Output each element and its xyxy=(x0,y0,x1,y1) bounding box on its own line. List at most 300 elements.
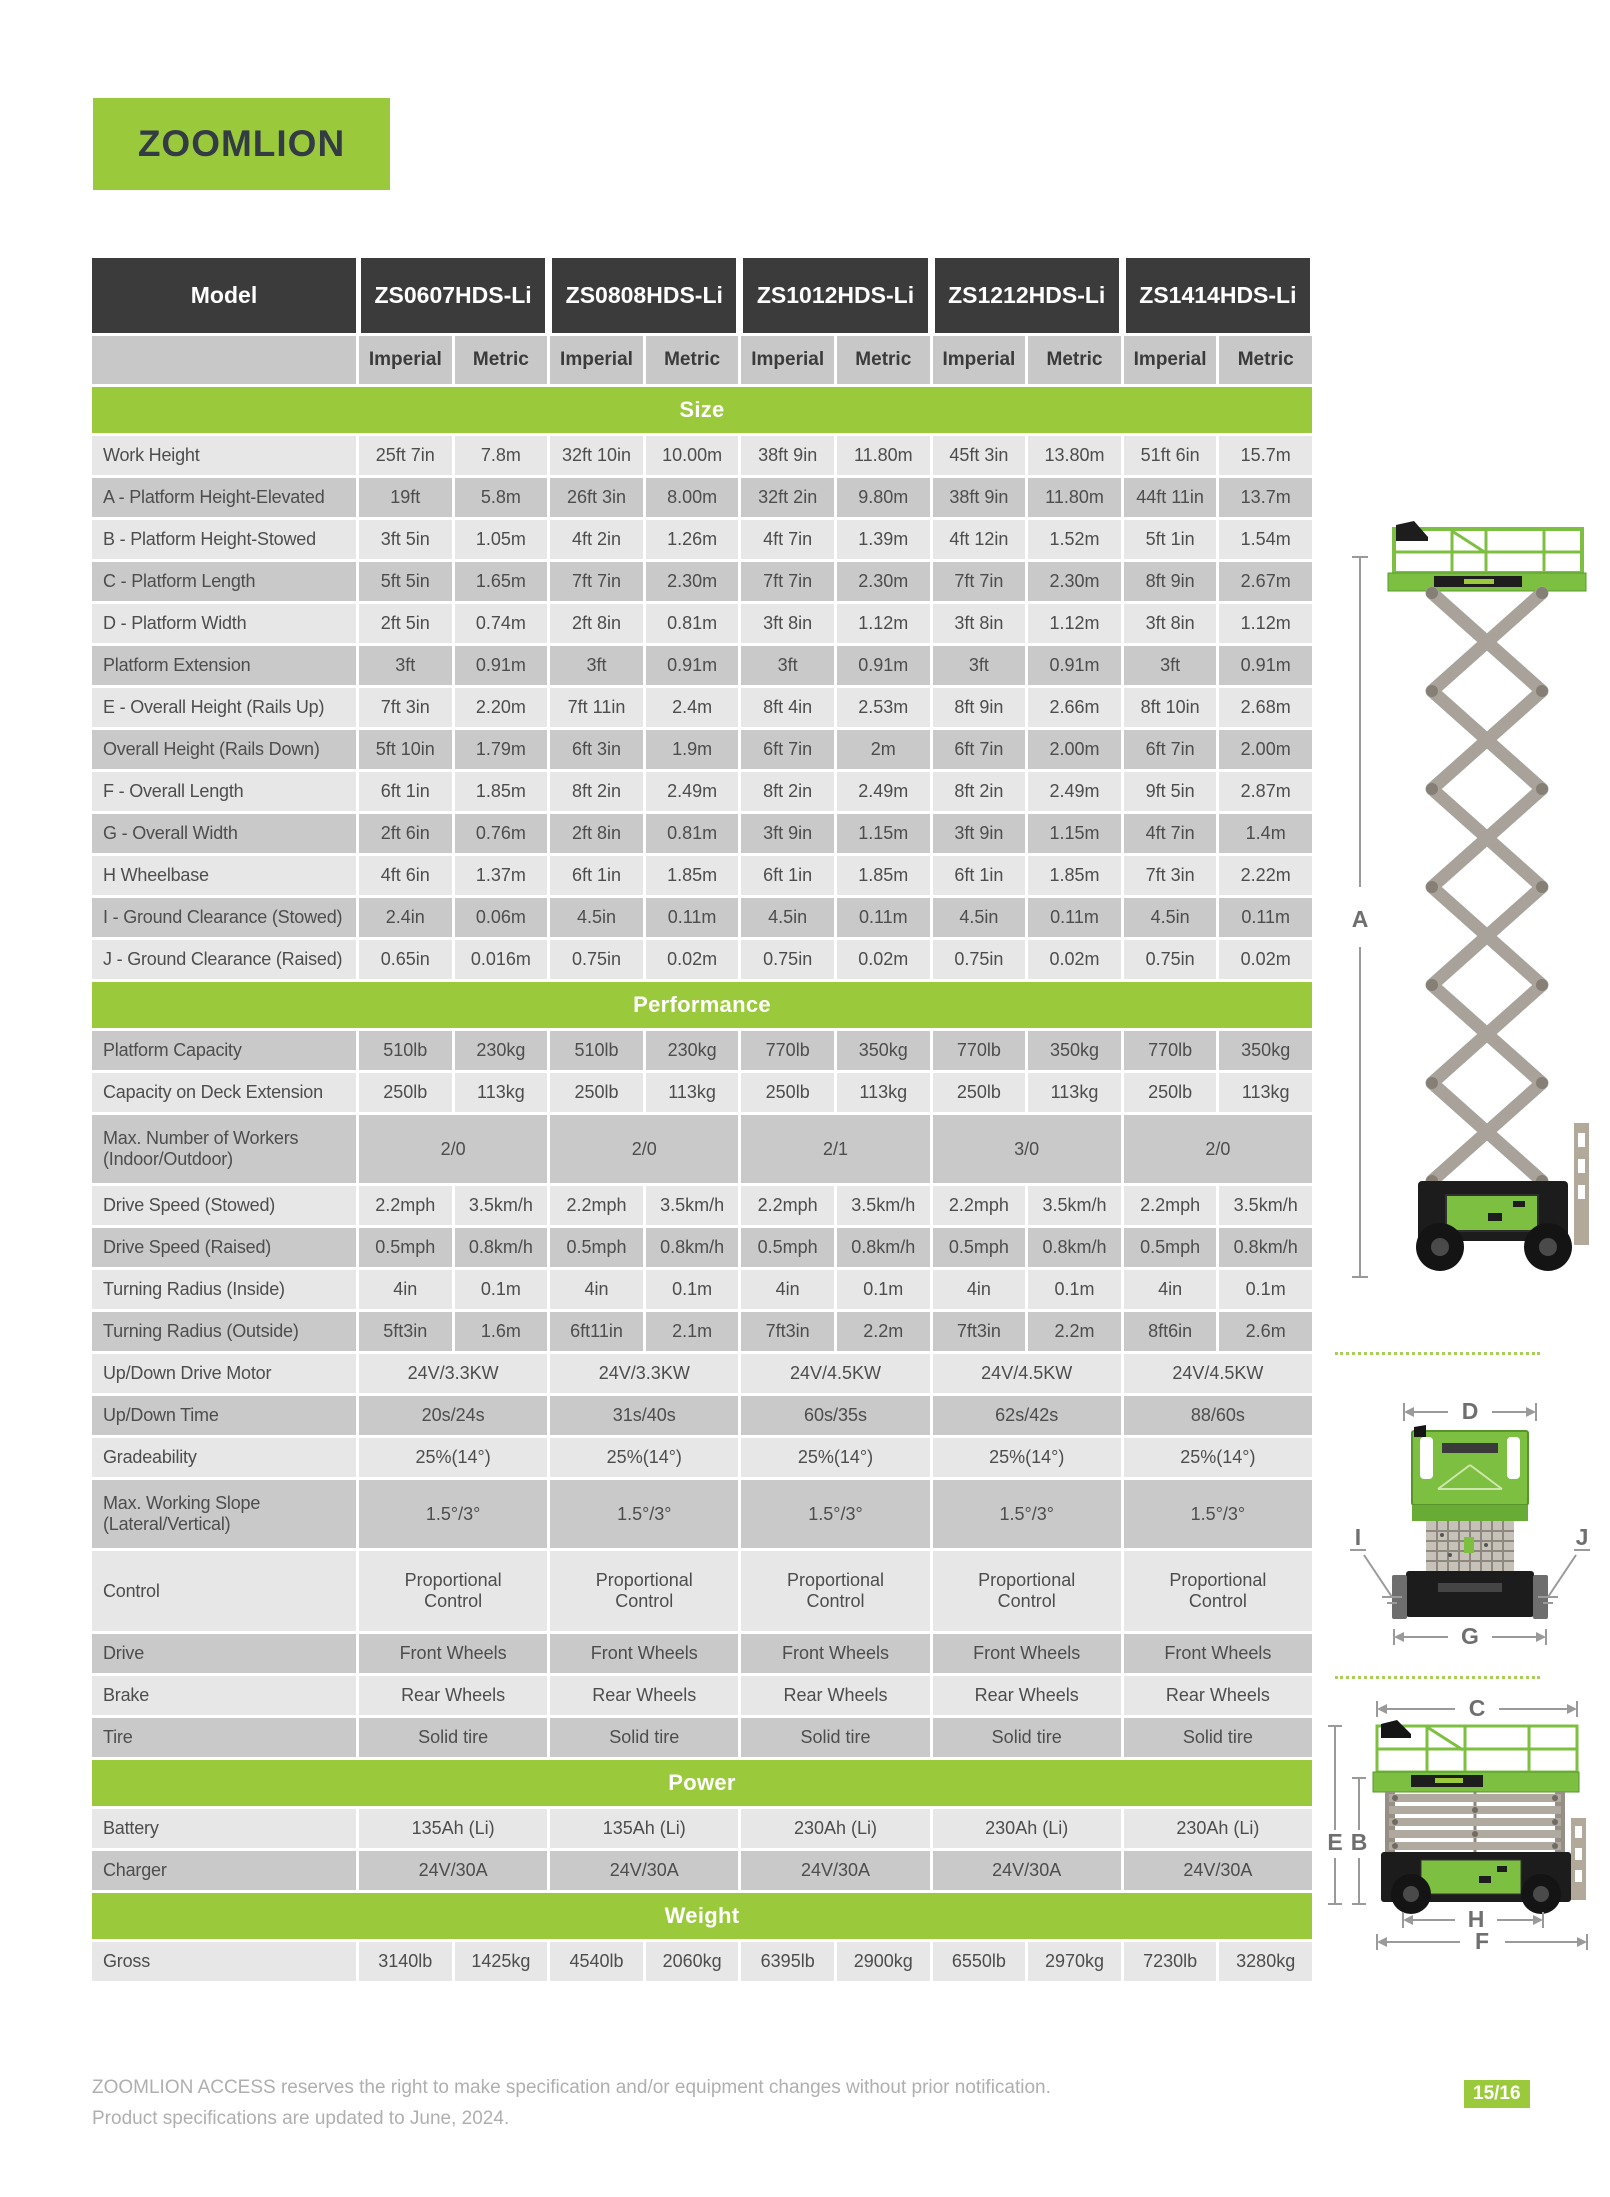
table-row xyxy=(92,1228,1312,1267)
spec-value: 51ft 6in xyxy=(1124,436,1217,475)
row-label: Gross xyxy=(92,1942,356,1981)
spec-value: 230Ah (Li) xyxy=(1124,1809,1312,1848)
dim-label-j: J xyxy=(1575,1524,1589,1550)
spec-value: 0.11m xyxy=(837,898,930,937)
spec-value: Solid tire xyxy=(741,1718,929,1757)
spec-value: 8ft 2in xyxy=(933,772,1026,811)
spec-value: 31s/40s xyxy=(550,1396,738,1435)
spec-value: 1.5°/3° xyxy=(1124,1480,1312,1548)
model-column-header: Model xyxy=(92,258,356,333)
spec-value: 1.54m xyxy=(1219,520,1312,559)
spec-value: 1.5°/3° xyxy=(550,1480,738,1548)
spec-value: 2.53m xyxy=(837,688,930,727)
spec-value: 2ft 8in xyxy=(550,814,643,853)
unit-header: Imperial xyxy=(359,336,452,384)
diagram-elevated-side-view xyxy=(1330,495,1610,1325)
spec-value: Solid tire xyxy=(550,1718,738,1757)
spec-value: 2m xyxy=(837,730,930,769)
spec-value: 0.1m xyxy=(646,1270,739,1309)
spec-value: 2.2mph xyxy=(359,1186,452,1225)
spec-value: Proportional Control xyxy=(1124,1551,1312,1631)
unit-header: Imperial xyxy=(933,336,1026,384)
footer-line-2: Product specifications are updated to June, 2024. xyxy=(92,2108,510,2129)
platform-elevated xyxy=(1388,521,1586,591)
spec-value: 24V/30A xyxy=(1124,1851,1312,1890)
spec-value: 24V/30A xyxy=(550,1851,738,1890)
spec-value: 770lb xyxy=(741,1031,834,1070)
spec-value: Rear Wheels xyxy=(741,1676,929,1715)
spec-value: 3.5km/h xyxy=(837,1186,930,1225)
spec-value: 3.5km/h xyxy=(646,1186,739,1225)
spec-value: 8ft6in xyxy=(1124,1312,1217,1351)
spec-value: Solid tire xyxy=(359,1718,547,1757)
spec-value: 8ft 4in xyxy=(741,688,834,727)
spec-table xyxy=(92,258,1312,1984)
spec-value: 5ft 10in xyxy=(359,730,452,769)
spec-value: 1.39m xyxy=(837,520,930,559)
spec-value: 24V/30A xyxy=(933,1851,1121,1890)
footer-line-1: ZOOMLION ACCESS reserves the right to make specification and/or equipment changes without prior notification. xyxy=(92,2077,1051,2098)
spec-value: 1.15m xyxy=(1028,814,1121,853)
spec-value: 3.5km/h xyxy=(455,1186,548,1225)
section-band-size: Size xyxy=(92,387,1312,433)
spec-value: 4in xyxy=(741,1270,834,1309)
spec-value: 113kg xyxy=(455,1073,548,1112)
table-row xyxy=(92,1115,1312,1183)
spec-value: Front Wheels xyxy=(359,1634,547,1673)
table-row xyxy=(92,520,1312,559)
footer-disclaimer xyxy=(92,2072,1051,2134)
spec-value: 250lb xyxy=(1124,1073,1217,1112)
row-label-line: (Lateral/Vertical) xyxy=(103,1514,231,1534)
row-label: J - Ground Clearance (Raised) xyxy=(92,940,356,979)
spec-value: 0.91m xyxy=(1219,646,1312,685)
spec-value: 1.05m xyxy=(455,520,548,559)
spec-value: 2ft 6in xyxy=(359,814,452,853)
spec-value: 2.30m xyxy=(1028,562,1121,601)
spec-value: 1.85m xyxy=(455,772,548,811)
spec-value: 0.8km/h xyxy=(646,1228,739,1267)
spec-value: 2.68m xyxy=(1219,688,1312,727)
spec-value: 6ft 1in xyxy=(359,772,452,811)
control-console xyxy=(1381,1720,1411,1738)
spec-value: 2.87m xyxy=(1219,772,1312,811)
row-label: Capacity on Deck Extension xyxy=(92,1073,356,1112)
spec-value: 6550lb xyxy=(933,1942,1026,1981)
spec-value: 0.02m xyxy=(1219,940,1312,979)
spec-value: 24V/3.3KW xyxy=(359,1354,547,1393)
spec-value: 1.12m xyxy=(837,604,930,643)
spec-value: 0.1m xyxy=(455,1270,548,1309)
spec-value: 1.85m xyxy=(837,856,930,895)
row-label: Battery xyxy=(92,1809,356,1848)
spec-value: 510lb xyxy=(359,1031,452,1070)
spec-value: 32ft 10in xyxy=(550,436,643,475)
spec-value: 770lb xyxy=(933,1031,1026,1070)
spec-value: 6ft 7in xyxy=(933,730,1026,769)
spec-value: 11.80m xyxy=(1028,478,1121,517)
table-row xyxy=(92,1396,1312,1435)
model-header-row xyxy=(92,258,1312,333)
spec-value: 2.20m xyxy=(455,688,548,727)
row-label-line: Max. Number of Workers xyxy=(103,1128,299,1149)
spec-value: 4.5in xyxy=(933,898,1026,937)
spec-value: 7ft3in xyxy=(741,1312,834,1351)
spec-value: 4ft 12in xyxy=(933,520,1026,559)
spec-value: 0.02m xyxy=(1028,940,1121,979)
spec-value: 25%(14°) xyxy=(741,1438,929,1477)
spec-value: 3/0 xyxy=(933,1115,1121,1183)
row-label-line: Max. Working Slope xyxy=(103,1493,261,1514)
spec-value: 24V/4.5KW xyxy=(1124,1354,1312,1393)
spec-value: 2ft 5in xyxy=(359,604,452,643)
spec-value: 62s/42s xyxy=(933,1396,1121,1435)
spec-value: 6ft 1in xyxy=(550,856,643,895)
spec-value: 25%(14°) xyxy=(933,1438,1121,1477)
spec-value: 2.30m xyxy=(837,562,930,601)
folded-scissors-side xyxy=(1385,1792,1565,1852)
spec-value: 1.52m xyxy=(1028,520,1121,559)
spec-value: 0.91m xyxy=(837,646,930,685)
spec-value: 2/0 xyxy=(550,1115,738,1183)
dim-label-c: C xyxy=(1468,1695,1486,1721)
units-blank-cell xyxy=(92,336,356,384)
spec-value: 11.80m xyxy=(837,436,930,475)
row-label: Overall Height (Rails Down) xyxy=(92,730,356,769)
spec-value: 2.1m xyxy=(646,1312,739,1351)
row-label: C - Platform Length xyxy=(92,562,356,601)
spec-value: 0.81m xyxy=(646,604,739,643)
spec-value: 88/60s xyxy=(1124,1396,1312,1435)
spec-value: 13.80m xyxy=(1028,436,1121,475)
spec-value: 3ft xyxy=(1124,646,1217,685)
spec-value: 5ft 1in xyxy=(1124,520,1217,559)
spec-value: 7230lb xyxy=(1124,1942,1217,1981)
spec-value: 9ft 5in xyxy=(1124,772,1217,811)
spec-value: 0.016m xyxy=(455,940,548,979)
spec-value: 3ft 9in xyxy=(933,814,1026,853)
spec-value: Rear Wheels xyxy=(550,1676,738,1715)
spec-value: 6ft11in xyxy=(550,1312,643,1351)
table-row xyxy=(92,1942,1312,1981)
spec-value: 1.12m xyxy=(1219,604,1312,643)
spec-value: 44ft 11in xyxy=(1124,478,1217,517)
model-header-0: ZS0607HDS-Li xyxy=(361,258,545,333)
spec-value: 2.49m xyxy=(646,772,739,811)
row-label: A - Platform Height-Elevated xyxy=(92,478,356,517)
spec-value: 19ft xyxy=(359,478,452,517)
table-row xyxy=(92,1480,1312,1548)
chassis-front xyxy=(1392,1571,1548,1619)
spec-value: 230Ah (Li) xyxy=(933,1809,1121,1848)
spec-value: 2.2mph xyxy=(1124,1186,1217,1225)
spec-value: 60s/35s xyxy=(741,1396,929,1435)
spec-value: 1.15m xyxy=(837,814,930,853)
dim-label-f: F xyxy=(1474,1928,1490,1950)
spec-value: 2.49m xyxy=(1028,772,1121,811)
spec-value: 2.2m xyxy=(1028,1312,1121,1351)
spec-value: 2.4m xyxy=(646,688,739,727)
spec-value: 2.2mph xyxy=(933,1186,1026,1225)
spec-value: 6395lb xyxy=(741,1942,834,1981)
spec-value: 3.5km/h xyxy=(1028,1186,1121,1225)
spec-value: 0.75in xyxy=(933,940,1026,979)
spec-value: 0.91m xyxy=(1028,646,1121,685)
unit-header: Imperial xyxy=(550,336,643,384)
table-row xyxy=(92,1634,1312,1673)
dotted-separator xyxy=(1335,1352,1540,1355)
spec-value: 0.91m xyxy=(646,646,739,685)
spec-value: 4in xyxy=(1124,1270,1217,1309)
spec-value: 4ft 2in xyxy=(550,520,643,559)
row-label: Drive xyxy=(92,1634,356,1673)
spec-value: 3ft xyxy=(550,646,643,685)
table-row xyxy=(92,688,1312,727)
spec-value: 1.5°/3° xyxy=(741,1480,929,1548)
row-label: Control xyxy=(92,1551,356,1631)
spec-value: 15.7m xyxy=(1219,436,1312,475)
spec-value: 0.11m xyxy=(1219,898,1312,937)
spec-value: 7ft 7in xyxy=(550,562,643,601)
table-row xyxy=(92,814,1312,853)
spec-value: 2.30m xyxy=(646,562,739,601)
section-band-row xyxy=(92,1893,1312,1939)
spec-value: 3ft 8in xyxy=(741,604,834,643)
spec-value: 24V/30A xyxy=(741,1851,929,1890)
spec-value: 5ft3in xyxy=(359,1312,452,1351)
spec-value: Rear Wheels xyxy=(1124,1676,1312,1715)
dim-label-h: H xyxy=(1467,1906,1485,1932)
spec-value: 2.49m xyxy=(837,772,930,811)
spec-value: 3ft xyxy=(741,646,834,685)
table-row xyxy=(92,1354,1312,1393)
spec-value: 2.22m xyxy=(1219,856,1312,895)
spec-value: 0.81m xyxy=(646,814,739,853)
row-label: I - Ground Clearance (Stowed) xyxy=(92,898,356,937)
spec-value: 0.5mph xyxy=(933,1228,1026,1267)
diagram-front-view xyxy=(1330,1385,1610,1655)
row-label: Turning Radius (Outside) xyxy=(92,1312,356,1351)
spec-value: 3ft xyxy=(359,646,452,685)
spec-value: 510lb xyxy=(550,1031,643,1070)
spec-value: 1.5°/3° xyxy=(359,1480,547,1548)
spec-value: 0.1m xyxy=(837,1270,930,1309)
spec-value: 5.8m xyxy=(455,478,548,517)
dim-label-b: B xyxy=(1350,1829,1368,1855)
spec-value: 24V/4.5KW xyxy=(741,1354,929,1393)
model-header-4: ZS1414HDS-Li xyxy=(1126,258,1310,333)
table-row xyxy=(92,562,1312,601)
dim-label-a: A xyxy=(1351,906,1369,932)
row-label-line: (Indoor/Outdoor) xyxy=(103,1149,233,1169)
spec-value: 25ft 7in xyxy=(359,436,452,475)
spec-value: 10.00m xyxy=(646,436,739,475)
unit-header: Metric xyxy=(1028,336,1121,384)
spec-value: 135Ah (Li) xyxy=(550,1809,738,1848)
spec-value: 4.5in xyxy=(550,898,643,937)
spec-value: 8ft 9in xyxy=(1124,562,1217,601)
spec-value: 7ft3in xyxy=(933,1312,1026,1351)
row-label: G - Overall Width xyxy=(92,814,356,853)
row-label: D - Platform Width xyxy=(92,604,356,643)
spec-value: 0.75in xyxy=(550,940,643,979)
spec-value: 38ft 9in xyxy=(933,478,1026,517)
spec-value: 24V/4.5KW xyxy=(933,1354,1121,1393)
table-row xyxy=(92,1718,1312,1757)
row-label: Gradeability xyxy=(92,1438,356,1477)
spec-value: Front Wheels xyxy=(1124,1634,1312,1673)
spec-value: Proportional Control xyxy=(550,1551,738,1631)
spec-value: Proportional Control xyxy=(933,1551,1121,1631)
spec-value: 0.8km/h xyxy=(837,1228,930,1267)
spec-value: 0.8km/h xyxy=(1219,1228,1312,1267)
spec-value: 2.2mph xyxy=(741,1186,834,1225)
table-row xyxy=(92,1676,1312,1715)
spec-value: 8.00m xyxy=(646,478,739,517)
spec-value: 9.80m xyxy=(837,478,930,517)
unit-header: Imperial xyxy=(741,336,834,384)
unit-header-row xyxy=(92,336,1312,384)
row-label: Up/Down Drive Motor xyxy=(92,1354,356,1393)
page-number-badge: 15/16 xyxy=(1464,2080,1530,2108)
spec-value: 7ft 3in xyxy=(359,688,452,727)
spec-value: 0.11m xyxy=(646,898,739,937)
spec-value: 1.85m xyxy=(1028,856,1121,895)
spec-value: 3ft xyxy=(933,646,1026,685)
spec-value: 2970kg xyxy=(1028,1942,1121,1981)
table-row xyxy=(92,730,1312,769)
spec-value: 2.6m xyxy=(1219,1312,1312,1351)
spec-value: 3ft 8in xyxy=(1124,604,1217,643)
spec-value: 0.1m xyxy=(1219,1270,1312,1309)
spec-value: 3.5km/h xyxy=(1219,1186,1312,1225)
dimension-line-e xyxy=(1328,1726,1342,1904)
dim-label-i: I xyxy=(1354,1524,1362,1550)
spec-value: 0.1m xyxy=(1028,1270,1121,1309)
dim-label-d: D xyxy=(1461,1398,1479,1424)
spec-value: 4.5in xyxy=(741,898,834,937)
folded-scissors-front xyxy=(1426,1521,1514,1571)
spec-value: 8ft 2in xyxy=(741,772,834,811)
spec-value: 350kg xyxy=(837,1031,930,1070)
spec-value: 1.79m xyxy=(455,730,548,769)
row-label xyxy=(92,1115,356,1183)
spec-value: 250lb xyxy=(359,1073,452,1112)
spec-value: 1.4m xyxy=(1219,814,1312,853)
section-band-row xyxy=(92,982,1312,1028)
spec-value: 2900kg xyxy=(837,1942,930,1981)
spec-value: 113kg xyxy=(1028,1073,1121,1112)
spec-value: 7.8m xyxy=(455,436,548,475)
spec-value: 770lb xyxy=(1124,1031,1217,1070)
spec-value: 6ft 3in xyxy=(550,730,643,769)
spec-value: 6ft 1in xyxy=(741,856,834,895)
spec-value: 0.75in xyxy=(1124,940,1217,979)
spec-value: Proportional Control xyxy=(359,1551,547,1631)
spec-value: 135Ah (Li) xyxy=(359,1809,547,1848)
zoomlion-logo xyxy=(93,98,390,190)
spec-value: 2.67m xyxy=(1219,562,1312,601)
spec-value: 0.65in xyxy=(359,940,452,979)
spec-value: 38ft 9in xyxy=(741,436,834,475)
spec-value: 25%(14°) xyxy=(550,1438,738,1477)
spec-value: 0.02m xyxy=(837,940,930,979)
spec-value: 1.12m xyxy=(1028,604,1121,643)
spec-value: 8ft 10in xyxy=(1124,688,1217,727)
spec-value: 2.4in xyxy=(359,898,452,937)
diagram-stowed-side-view xyxy=(1315,1690,1610,1950)
table-row xyxy=(92,478,1312,517)
spec-value: 1.37m xyxy=(455,856,548,895)
spec-value: 0.74m xyxy=(455,604,548,643)
row-label xyxy=(92,1480,356,1548)
unit-header: Imperial xyxy=(1124,336,1217,384)
logo-text: ZOOMLION xyxy=(137,123,346,164)
unit-header: Metric xyxy=(455,336,548,384)
table-row xyxy=(92,1551,1312,1631)
table-row xyxy=(92,1312,1312,1351)
spec-value: 4ft 7in xyxy=(1124,814,1217,853)
spec-value: 7ft 11in xyxy=(550,688,643,727)
row-label: Drive Speed (Stowed) xyxy=(92,1186,356,1225)
spec-value: 250lb xyxy=(550,1073,643,1112)
spec-value: 26ft 3in xyxy=(550,478,643,517)
row-label: Platform Extension xyxy=(92,646,356,685)
table-row xyxy=(92,1073,1312,1112)
spec-value: 3ft 8in xyxy=(933,604,1026,643)
spec-value: 0.8km/h xyxy=(1028,1228,1121,1267)
spec-value: 0.5mph xyxy=(1124,1228,1217,1267)
spec-value: 113kg xyxy=(837,1073,930,1112)
spec-value: 24V/3.3KW xyxy=(550,1354,738,1393)
section-band-row xyxy=(92,1760,1312,1806)
unit-header: Metric xyxy=(646,336,739,384)
spec-value: 1.26m xyxy=(646,520,739,559)
unit-header: Metric xyxy=(1219,336,1312,384)
table-row xyxy=(92,1851,1312,1890)
row-label: E - Overall Height (Rails Up) xyxy=(92,688,356,727)
spec-value: 4ft 7in xyxy=(741,520,834,559)
spec-value: 250lb xyxy=(933,1073,1026,1112)
spec-value: Front Wheels xyxy=(550,1634,738,1673)
spec-value: Rear Wheels xyxy=(933,1676,1121,1715)
section-band-weight: Weight xyxy=(92,1893,1312,1939)
spec-value: 0.02m xyxy=(646,940,739,979)
spec-value: 0.5mph xyxy=(741,1228,834,1267)
spec-value: 0.91m xyxy=(455,646,548,685)
section-band-performance: Performance xyxy=(92,982,1312,1028)
dim-label-g: G xyxy=(1461,1623,1479,1649)
spec-value: 3140lb xyxy=(359,1942,452,1981)
spec-value: 8ft 2in xyxy=(550,772,643,811)
table-row xyxy=(92,436,1312,475)
spec-value: 45ft 3in xyxy=(933,436,1026,475)
spec-value: 4ft 6in xyxy=(359,856,452,895)
row-label: Brake xyxy=(92,1676,356,1715)
row-label: Drive Speed (Raised) xyxy=(92,1228,356,1267)
spec-value: 2.2m xyxy=(837,1312,930,1351)
row-label: Tire xyxy=(92,1718,356,1757)
table-row xyxy=(92,940,1312,979)
spec-value: 3ft 9in xyxy=(741,814,834,853)
spec-value: Solid tire xyxy=(933,1718,1121,1757)
spec-value: 2/0 xyxy=(1124,1115,1312,1183)
spec-value: 230kg xyxy=(455,1031,548,1070)
spec-value: 2/0 xyxy=(359,1115,547,1183)
spec-value: 230kg xyxy=(646,1031,739,1070)
dotted-separator xyxy=(1335,1676,1540,1679)
spec-value: 230Ah (Li) xyxy=(741,1809,929,1848)
